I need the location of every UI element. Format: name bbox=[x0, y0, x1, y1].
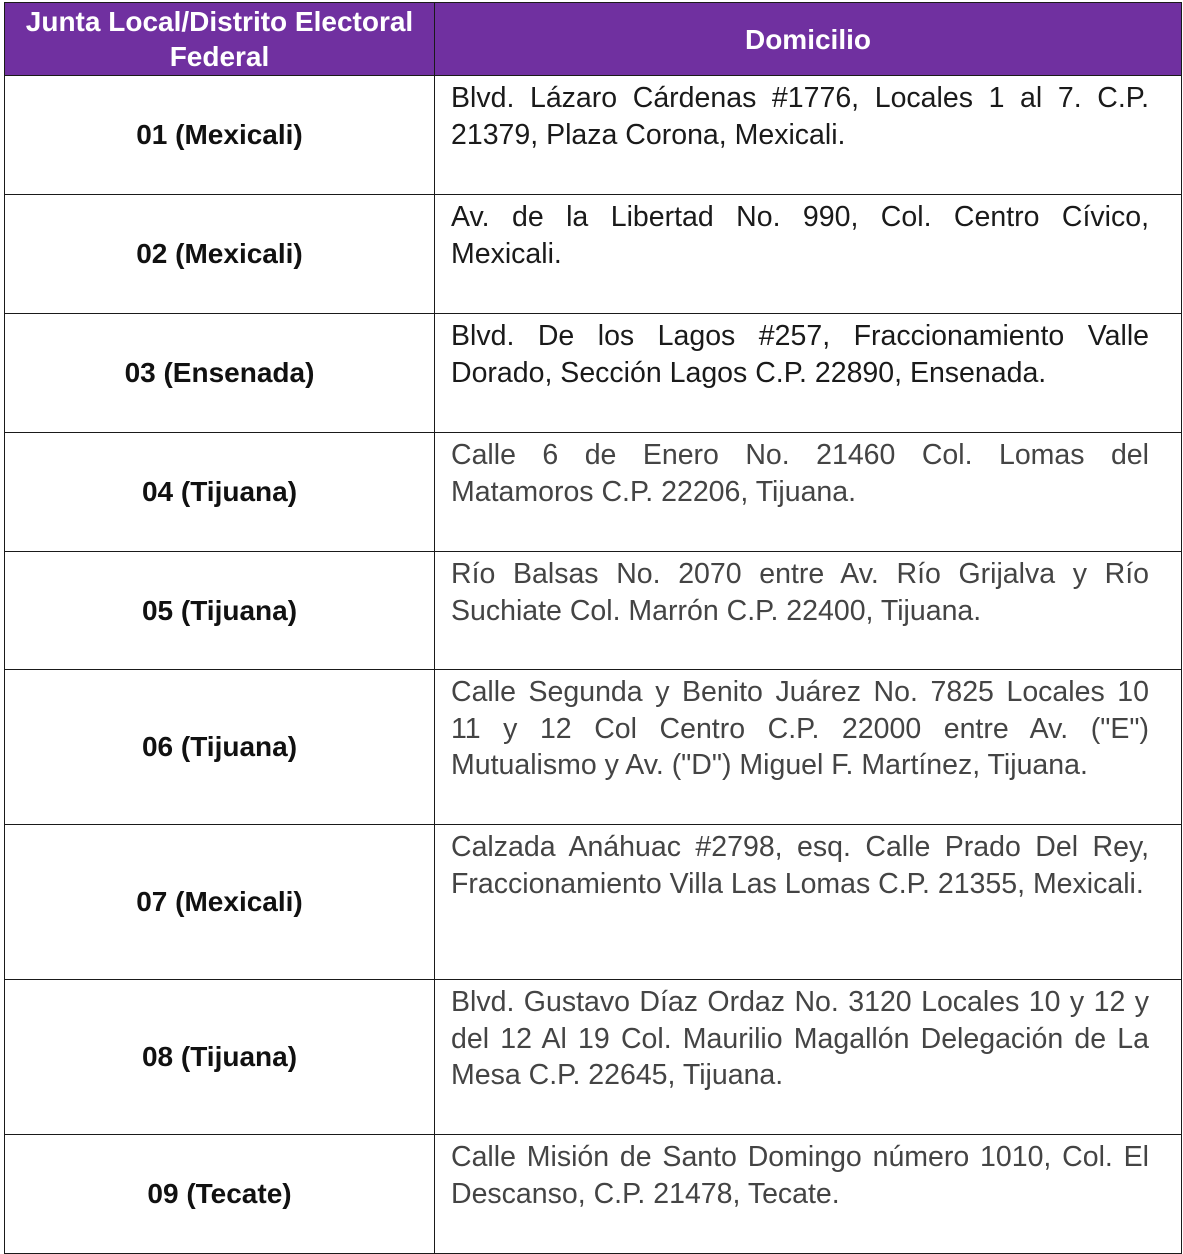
district-cell: 02 (Mexicali) bbox=[5, 195, 435, 314]
address-cell: Calle Segunda y Benito Juárez No. 7825 Locales 10 11 y 12 Col Centro C.P. 22000 entre Av. ("E") Mutualismo y Av. ("D") Miguel F. Martínez, Tijuana. bbox=[435, 670, 1182, 825]
address-cell: Blvd. De los Lagos #257, Fraccionamiento Valle Dorado, Sección Lagos C.P. 22890, Ensenada. bbox=[435, 314, 1182, 433]
district-cell: 06 (Tijuana) bbox=[5, 670, 435, 825]
header-address: Domicilio bbox=[435, 3, 1182, 76]
header-district: Junta Local/Distrito Electoral Federal bbox=[5, 3, 435, 76]
table-row bbox=[5, 195, 1182, 314]
district-cell: 03 (Ensenada) bbox=[5, 314, 435, 433]
header-row bbox=[5, 3, 1182, 76]
district-cell: 05 (Tijuana) bbox=[5, 552, 435, 670]
address-cell: Calle 6 de Enero No. 21460 Col. Lomas del Matamoros C.P. 22206, Tijuana. bbox=[435, 433, 1182, 552]
table-row bbox=[5, 76, 1182, 195]
address-cell: Blvd. Lázaro Cárdenas #1776, Locales 1 al 7. C.P. 21379, Plaza Corona, Mexicali. bbox=[435, 76, 1182, 195]
address-cell: Río Balsas No. 2070 entre Av. Río Grijalva y Río Suchiate Col. Marrón C.P. 22400, Tijuana. bbox=[435, 552, 1182, 670]
district-cell: 04 (Tijuana) bbox=[5, 433, 435, 552]
table-row bbox=[5, 552, 1182, 670]
table-row bbox=[5, 825, 1182, 980]
district-cell: 07 (Mexicali) bbox=[5, 825, 435, 980]
table-row bbox=[5, 1135, 1182, 1254]
table-row bbox=[5, 670, 1182, 825]
table-row bbox=[5, 433, 1182, 552]
district-cell: 09 (Tecate) bbox=[5, 1135, 435, 1254]
address-cell: Calle Misión de Santo Domingo número 1010, Col. El Descanso, C.P. 21478, Tecate. bbox=[435, 1135, 1182, 1254]
address-cell: Calzada Anáhuac #2798, esq. Calle Prado Del Rey, Fraccionamiento Villa Las Lomas C.P. 21355, Mexicali. bbox=[435, 825, 1182, 980]
address-cell: Av. de la Libertad No. 990, Col. Centro Cívico, Mexicali. bbox=[435, 195, 1182, 314]
district-cell: 01 (Mexicali) bbox=[5, 76, 435, 195]
district-cell: 08 (Tijuana) bbox=[5, 980, 435, 1135]
district-address-table bbox=[4, 2, 1182, 1254]
table-row bbox=[5, 314, 1182, 433]
table-row bbox=[5, 980, 1182, 1135]
address-cell: Blvd. Gustavo Díaz Ordaz No. 3120 Locales 10 y 12 y del 12 Al 19 Col. Maurilio Magallón Delegación de La Mesa C.P. 22645, Tijuana. bbox=[435, 980, 1182, 1135]
